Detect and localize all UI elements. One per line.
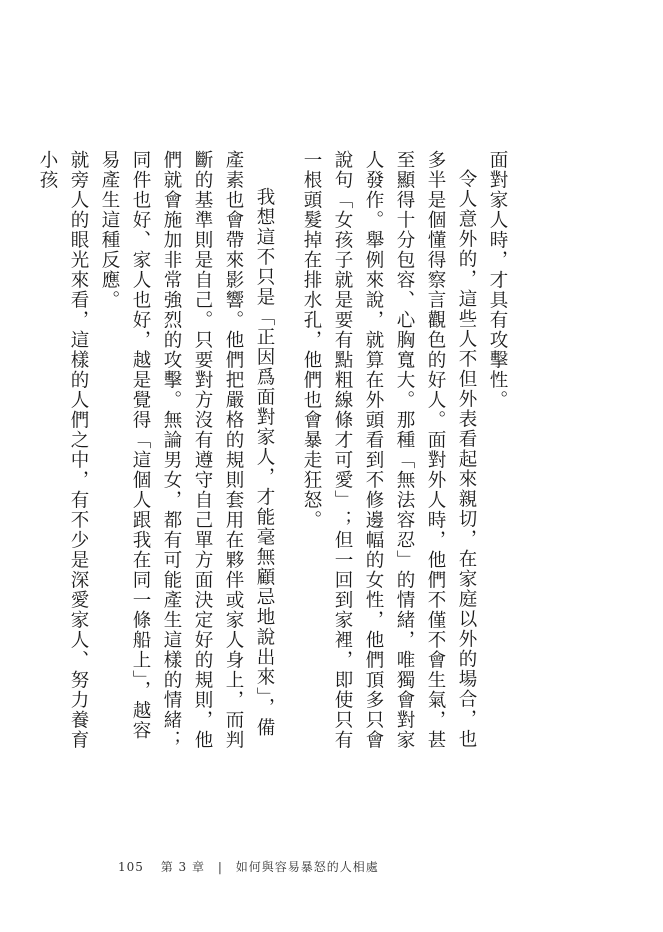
page-footer — [118, 858, 379, 875]
paragraph: 就旁人的眼光來看，這樣的人們之中，有不少是深愛家人、努力養育小孩 — [37, 150, 89, 750]
paragraph-gap — [280, 150, 296, 750]
paragraph-continuation: 面對家人時，才具有攻擊性。 — [487, 150, 508, 410]
footer-separator: | — [217, 860, 223, 874]
body-text — [37, 150, 513, 750]
paragraph: 我想這不只是「正因爲面對家人，才能毫無顧忌地說出來」，備產素也會帶來影響。他們把嚴格的規則套用在夥伴或家人身上，而判斷的基準則是自己。只要對方沒有遵守自己單方面決定好的規則，他們就會施加非常強烈的攻擊。無論男女，都有可能產生這樣的情緒；同件也好、家人也好，越是覺得「這個人跟我在同一條船上」，越容易產生這種反應。 — [99, 150, 275, 750]
paragraph: 令人意外的，這些人不但外表看起來親切，在家庭以外的場合，也多半是個懂得察言觀色的好人。面對外人時，他們不僅不會生氣，甚至顯得十分包容、心胸寬大。那種「無法容忍」的情緒，唯獨會對家人發作。舉例來說，就算在外頭看到不修邊幅的女性，他們頂多只會說句「女孩子就是要有點粗線條才可愛」；但一回到家裡，即使只有一根頭髮掉在排水孔，他們也會暴走狂怒。 — [301, 150, 477, 750]
chapter-title: 如何與容易暴怒的人相處 — [235, 860, 379, 874]
chapter-label: 第 3 章 — [160, 860, 205, 874]
page-number: 105 — [118, 860, 144, 874]
